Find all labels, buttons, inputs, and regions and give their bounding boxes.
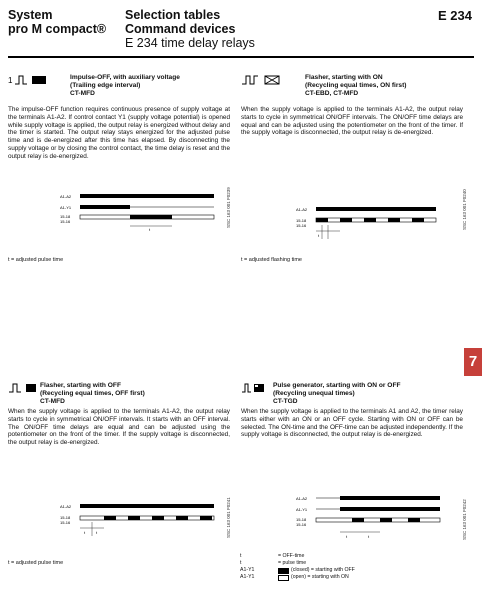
svg-text:t: t: [318, 233, 320, 238]
page-title-block: [125, 8, 255, 50]
section-impulse-off: [8, 74, 230, 161]
product-code: E 234: [438, 8, 472, 23]
page-title-line-2: Command devices: [125, 22, 236, 36]
figure-ref: SSC 163 001 F0242: [462, 499, 467, 540]
svg-text:A1-A2: A1-A2: [60, 504, 72, 509]
svg-text:15-18: 15-18: [60, 214, 71, 219]
section-flasher-off: [8, 382, 230, 447]
svg-text:t: t: [346, 534, 348, 539]
svg-text:A1-A2: A1-A2: [296, 496, 308, 501]
section-body: When the supply voltage is applied to the terminals A1 and A2, the timer relay starts either with an ON or an OFF cycle. Starting with ON or OFF can be selected. The ON-time and the OFF-time can be adjusted independently. If the supply voltage is disconnected, the output relay is de-energized.: [241, 408, 463, 439]
svg-text:15-18: 15-18: [296, 517, 307, 522]
section-title: Flasher, starting with ON (Recycling equal times, ON first) CT-EBD, CT-MFD: [305, 74, 407, 97]
section-title: Flasher, starting with OFF (Recycling equal times, OFF first) CT-MFD: [40, 382, 145, 405]
svg-text:15-16: 15-16: [60, 520, 71, 525]
section-title: Pulse generator, starting with ON or OFF (Recycling unequal times) CT-TGD: [273, 382, 401, 405]
timing-diagram-flasher-on: [296, 205, 446, 241]
svg-text:A1-Y1: A1-Y1: [296, 507, 308, 512]
svg-text:15-16: 15-16: [296, 223, 307, 228]
figure-ref: SSC 163 001 F0241: [226, 497, 231, 538]
page-title-line-3: E 234 time delay relays: [125, 36, 255, 50]
section-note: t = adjusted flashing time: [241, 257, 302, 263]
timing-diagram-flasher-off: [60, 502, 220, 540]
figure-ref: SSC 163 001 F0239: [226, 187, 231, 228]
svg-text:A1-Y1: A1-Y1: [60, 205, 72, 210]
svg-text:t: t: [96, 530, 98, 535]
header-divider: [8, 56, 474, 58]
impulse-off-symbol-icon: [8, 74, 52, 86]
section-flasher-on: [241, 74, 463, 137]
timing-diagram-impulse-off: [60, 192, 220, 234]
section-note: t = adjusted pulse time: [8, 257, 64, 263]
svg-text:A1-A2: A1-A2: [60, 194, 72, 199]
section-title: Impulse-OFF, with auxiliary voltage (Trailing edge interval) CT-MFD: [70, 74, 180, 97]
section-body: When the supply voltage is applied to the terminals A1-A2, the output relay starts to cycle in symmetrical ON/OFF intervals. The ON/OFF time delays are equal and can be adjusted using the potentiometer on the front of the timer. If the supply voltage is disconnected, the output relay is de-energized.: [241, 106, 463, 137]
legend-row: t = OFF-time: [240, 553, 305, 559]
svg-text:t: t: [84, 530, 86, 535]
brand-line-2: pro M compact®: [8, 22, 107, 36]
svg-text:A1-A2: A1-A2: [296, 207, 308, 212]
closed-swatch-icon: [278, 568, 289, 574]
svg-text:15-18: 15-18: [296, 218, 307, 223]
legend-row: t = pulse time: [240, 560, 307, 566]
chapter-tab: 7: [464, 348, 482, 376]
svg-text:15-18: 15-18: [60, 515, 71, 520]
legend-row: A1-Y1 (open) = starting with ON: [240, 574, 349, 580]
section-note: t = adjusted pulse time: [8, 560, 64, 566]
timing-diagram-pulse-generator: [296, 494, 446, 544]
svg-text:1: 1: [8, 76, 13, 85]
legend-row: A1-Y1 (closed) = starting with OFF: [240, 567, 355, 573]
svg-text:t: t: [368, 534, 370, 539]
open-swatch-icon: [278, 575, 289, 581]
brand-header: [8, 8, 106, 36]
svg-text:t: t: [149, 227, 151, 232]
svg-text:15-16: 15-16: [60, 219, 71, 224]
page-title-line-1: Selection tables: [125, 8, 221, 22]
section-body: When the supply voltage is applied to the terminals A1-A2, the output relay starts to cycle in symmetrical ON/OFF intervals. It starts with an OFF interval. The ON/OFF time delays are equal and can be adjusted using the potentiometer on the front of the timer. If the supply voltage is disconnected, the output relay is de-energized.: [8, 408, 230, 447]
section-pulse-generator: [241, 382, 463, 439]
legend: [240, 553, 355, 581]
figure-ref: SSC 163 001 F0240: [462, 189, 467, 230]
section-body: The impulse-OFF function requires continuous presence of supply voltage at the terminals A1-A2. If control contact Y1 (supply voltage potential) is opened while supply voltage is applied, the output relay is energized without delay and the timer is started. The output relay stays energized for the adjusted pulse time and is de-energized after this time has elapsed. By disconnecting the supply voltage or by closing the control contact, the time delay is reset and the output relay is de-energized.: [8, 106, 230, 160]
brand-line-1: System: [8, 8, 53, 22]
svg-text:15-16: 15-16: [296, 522, 307, 527]
flasher-on-symbol-icon: [241, 74, 285, 86]
